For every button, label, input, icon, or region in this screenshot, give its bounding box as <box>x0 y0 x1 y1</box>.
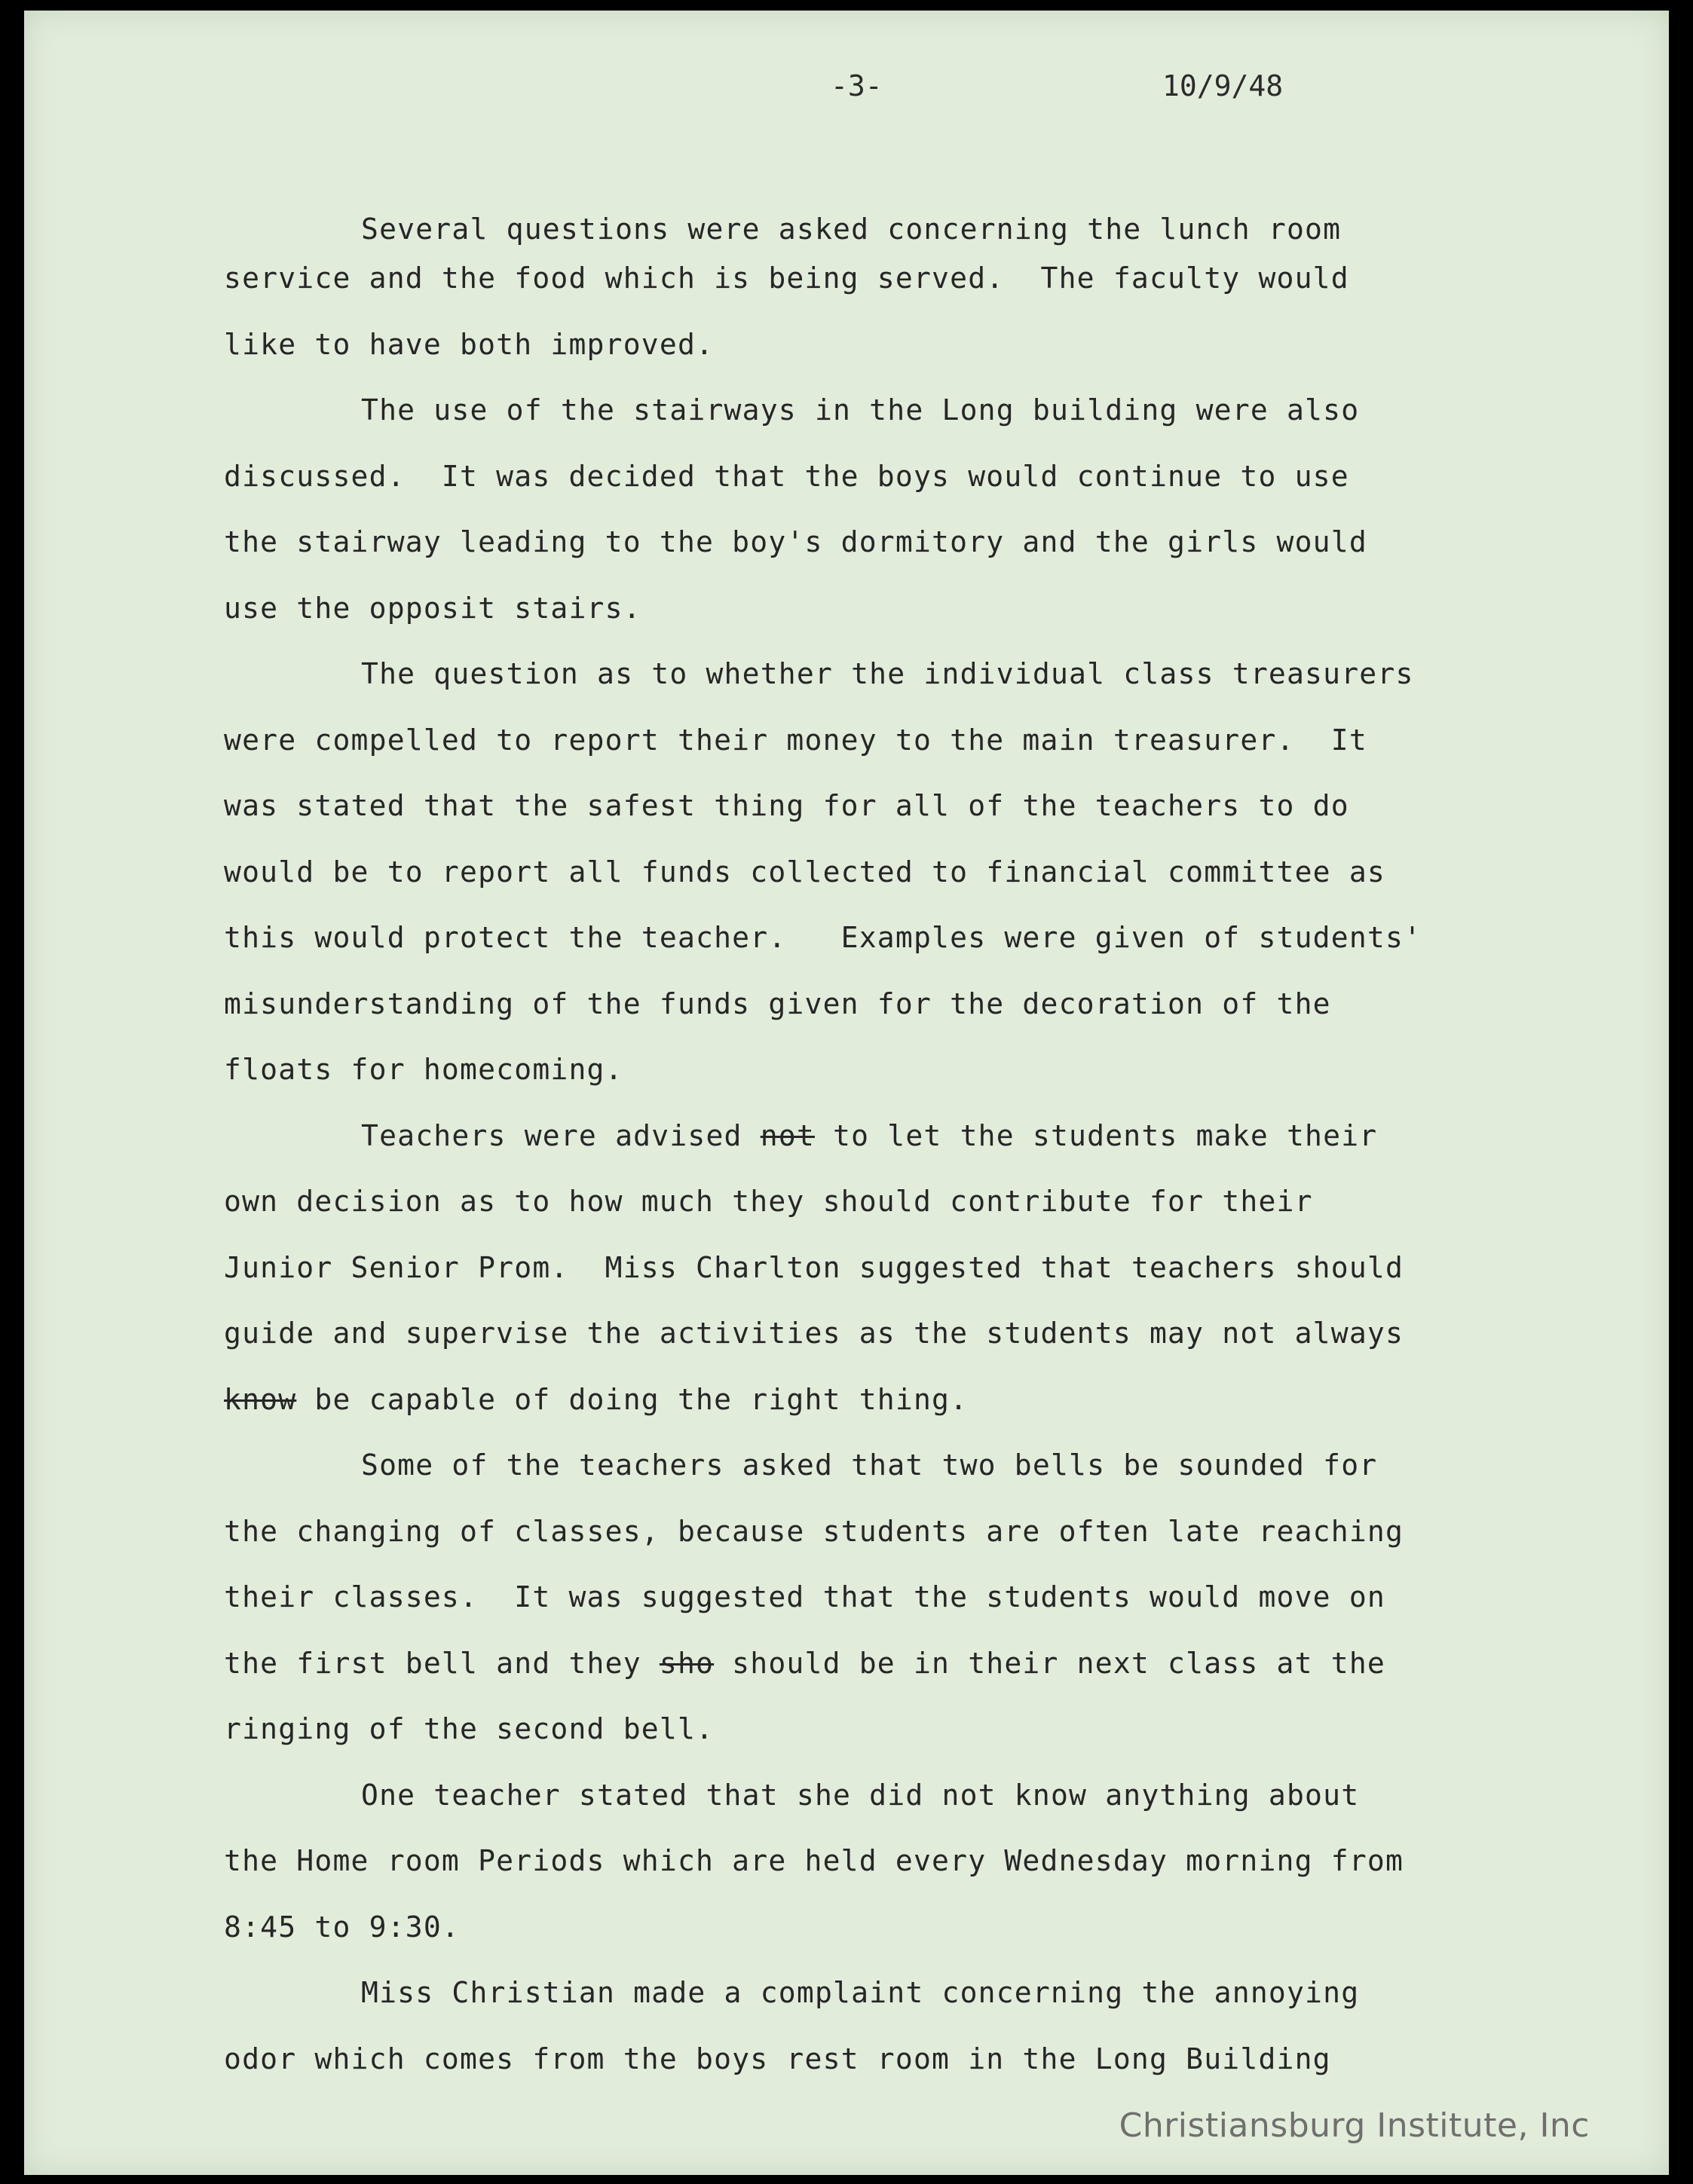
struck-text: sho <box>659 1646 715 1680</box>
text-line <box>224 1631 1566 1697</box>
text-fragment: to let the students make their <box>814 1118 1378 1152</box>
text-line: use the opposit stairs. <box>224 591 641 625</box>
struck-text: know <box>224 1382 297 1416</box>
text-line <box>224 1367 1566 1433</box>
document-date: 10/9/48 <box>1162 69 1284 102</box>
text-line: discussed. It was decided that the boys would continue to use <box>224 459 1349 493</box>
paragraph <box>224 1763 1566 1961</box>
text-line: floats for homecoming. <box>224 1053 623 1086</box>
text-line: misunderstanding of the funds given for the decoration of the <box>224 986 1331 1020</box>
text-fragment: the first bell and they <box>224 1646 660 1680</box>
document-body <box>224 213 1566 2092</box>
paragraph <box>224 1103 1566 1433</box>
text-line: were compelled to report their money to the main treasurer. It <box>224 723 1367 757</box>
page-number: -3- <box>831 69 883 102</box>
text-line: Junior Senior Prom. Miss Charlton suggested that teachers should <box>224 1250 1404 1284</box>
document-page <box>24 11 1669 2175</box>
text-line: like to have both improved. <box>224 327 715 361</box>
struck-text: not <box>760 1118 815 1152</box>
text-line: Some of the teachers asked that two bells be sounded for <box>361 1448 1378 1482</box>
text-line: this would protect the teacher. Examples were given of students' <box>224 921 1422 954</box>
text-line: Miss Christian made a complaint concerning the annoying <box>361 1976 1360 2009</box>
paragraph <box>224 378 1566 641</box>
text-line: The use of the stairways in the Long building were also <box>361 393 1360 427</box>
text-line <box>224 1103 1566 1170</box>
text-line: One teacher stated that she did not know anything about <box>361 1778 1360 1812</box>
text-line: the changing of classes, because students are often late reaching <box>224 1514 1404 1548</box>
paragraph <box>224 213 1566 378</box>
text-fragment: Teachers were advised <box>361 1118 761 1152</box>
paragraph <box>224 1960 1566 2092</box>
text-line: Several questions were asked concerning the lunch room <box>361 213 1342 246</box>
watermark: Christiansburg Institute, Inc <box>1119 2106 1590 2145</box>
text-line: odor which comes from the boys rest room in the Long Building <box>224 2042 1331 2075</box>
text-line: 8:45 to 9:30. <box>224 1910 461 1944</box>
text-line: the stairway leading to the boy's dormitory and the girls would <box>224 525 1367 558</box>
text-line: own decision as to how much they should contribute for their <box>224 1185 1313 1218</box>
text-line: The question as to whether the individual class treasurers <box>361 657 1414 690</box>
paragraph <box>224 1433 1566 1763</box>
text-line: would be to report all funds collected to financial committee as <box>224 855 1385 889</box>
text-line: their classes. It was suggested that the students would move on <box>224 1580 1385 1614</box>
text-line: service and the food which is being served. The faculty would <box>224 262 1349 295</box>
text-line: the Home room Periods which are held every Wednesday morning from <box>224 1844 1404 1877</box>
paragraph <box>224 641 1566 1103</box>
text-fragment: be capable of doing the right thing. <box>296 1382 969 1416</box>
text-line: ringing of the second bell. <box>224 1712 715 1745</box>
text-line: guide and supervise the activities as the students may not always <box>224 1317 1404 1350</box>
page-header <box>24 69 1669 115</box>
text-fragment: should be in their next class at the <box>714 1646 1385 1680</box>
text-line: was stated that the safest thing for all of the teachers to do <box>224 789 1349 822</box>
